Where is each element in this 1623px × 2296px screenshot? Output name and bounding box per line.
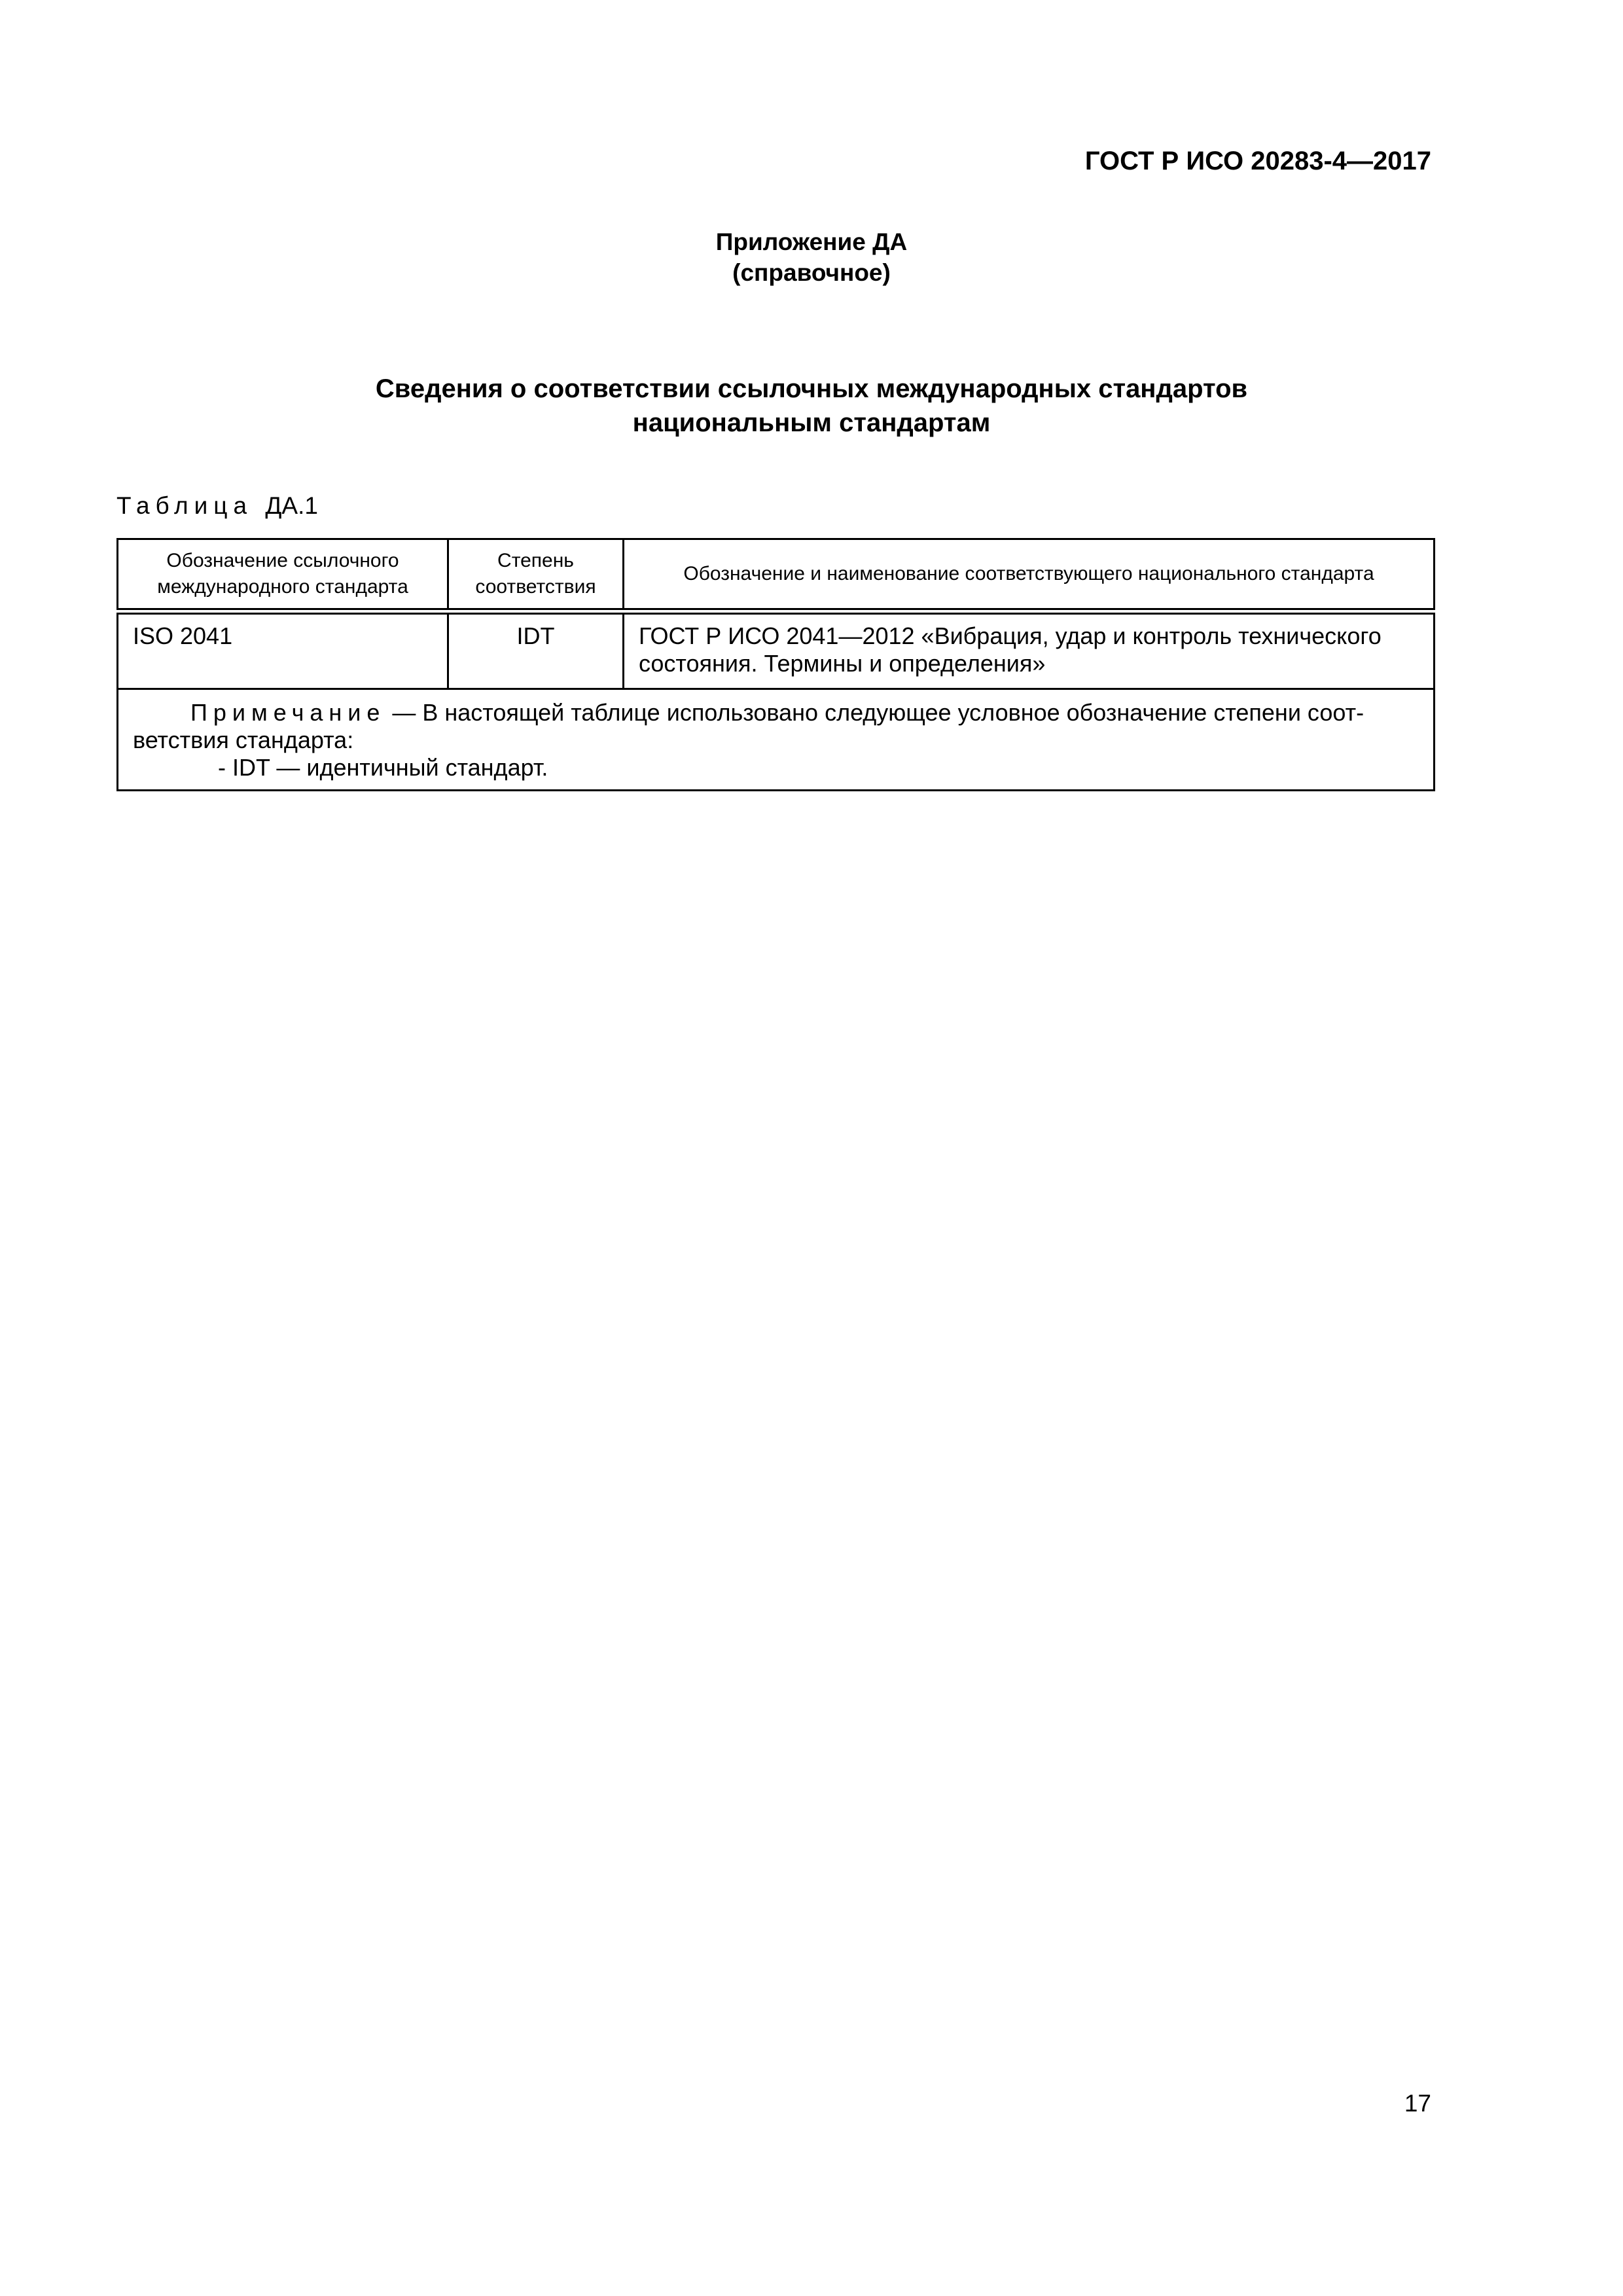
- table-header-row: [118, 539, 1435, 612]
- note-text-part1: — В настоящей таблице использовано следующее условное обозначение степени соот-: [385, 699, 1364, 726]
- page-number: 17: [1404, 2090, 1431, 2117]
- note-text-part2: ветствия стандарта:: [133, 726, 354, 753]
- note-label: Примечание: [190, 699, 386, 726]
- cell-national-standard: ГОСТ Р ИСО 2041—2012 «Вибрация, удар и контроль технического состояния. Термины и определения»: [624, 611, 1435, 689]
- table-note: [118, 689, 1435, 791]
- table-row: [118, 611, 1435, 689]
- note-item: - IDT — идентичный стандарт.: [218, 754, 548, 781]
- column-header-national-standard: Обозначение и наименование соответствующего национального стандарта: [624, 539, 1435, 612]
- table-label-word: Таблица: [116, 492, 253, 519]
- appendix-heading: [0, 226, 1623, 288]
- table-note-row: [118, 689, 1435, 791]
- note-indent: [133, 699, 190, 726]
- appendix-kind: (справочное): [732, 259, 891, 286]
- table-label-number: ДА.1: [265, 492, 318, 519]
- appendix-title: Приложение ДА: [715, 228, 908, 255]
- cell-degree: IDT: [448, 611, 624, 689]
- column-header-degree: Степень соответствия: [448, 539, 624, 612]
- column-header-intl-standard: Обозначение ссылочного международного стандарта: [118, 539, 448, 612]
- section-title: [0, 372, 1623, 440]
- section-title-line2: национальным стандартам: [632, 408, 991, 437]
- section-title-line1: Сведения о соответствии ссылочных международных стандартов: [375, 374, 1248, 403]
- correspondence-table: [116, 538, 1435, 791]
- table-label: [116, 492, 318, 520]
- document-code: ГОСТ Р ИСО 20283-4—2017: [1084, 147, 1431, 175]
- cell-intl-standard: ISO 2041: [118, 611, 448, 689]
